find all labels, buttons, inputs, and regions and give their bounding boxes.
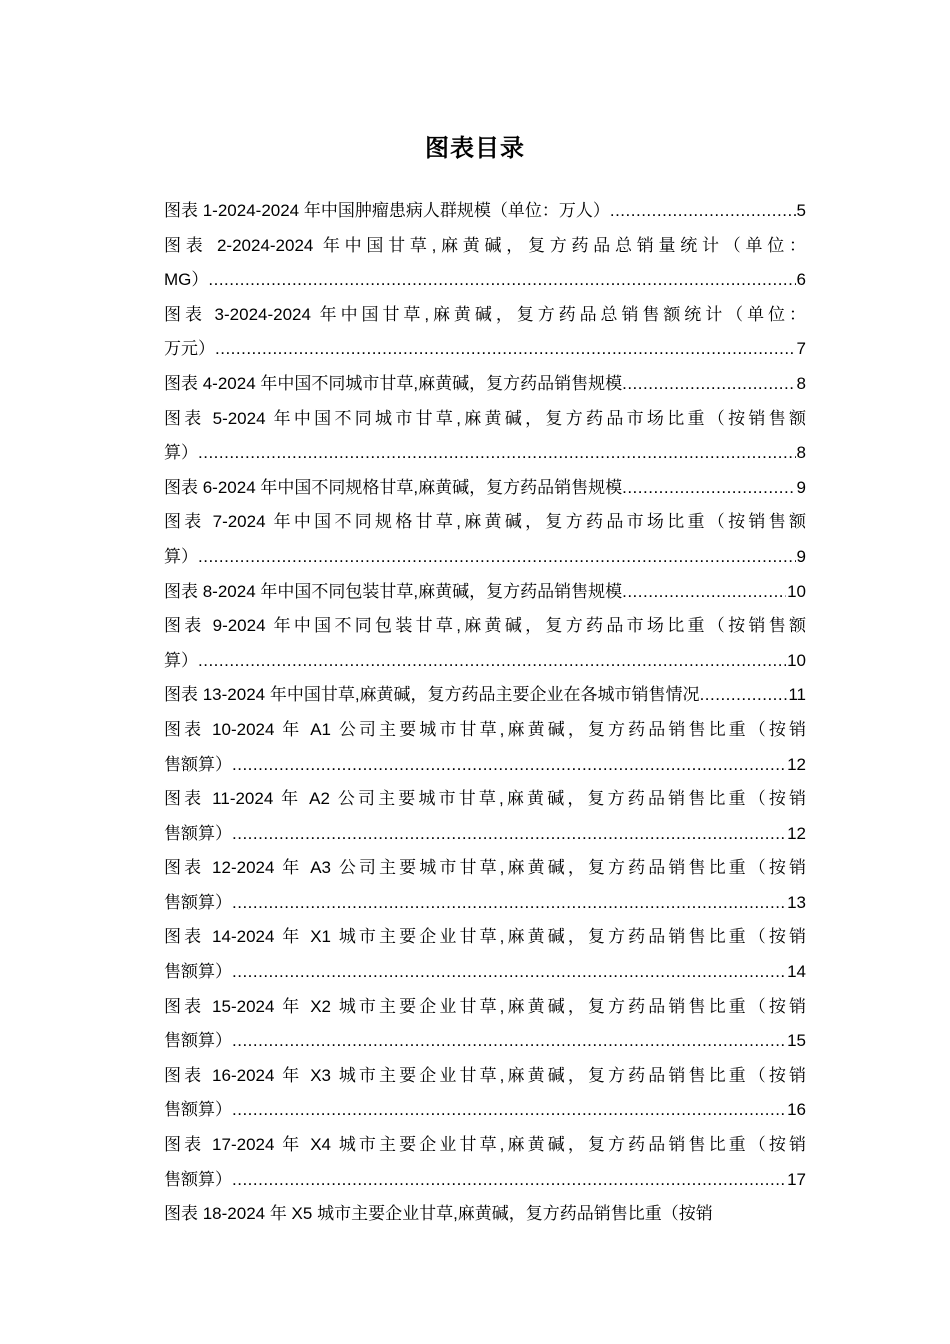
toc-leader-dots xyxy=(198,644,786,679)
toc-leader-dots xyxy=(232,886,786,921)
toc-entry-text: 图表 6-2024 年中国不同规格甘草,麻黄碱，复方药品销售规模 xyxy=(164,477,623,497)
toc-leader-dots xyxy=(622,575,786,610)
toc-entry-line[interactable] xyxy=(164,1163,806,1198)
toc-page-number: 17 xyxy=(787,1169,806,1189)
toc-page-number: 7 xyxy=(796,339,806,359)
toc-entry-text: 售额算） xyxy=(164,1169,232,1189)
toc-leader-dots xyxy=(198,540,796,575)
toc-entry-line[interactable] xyxy=(164,436,806,471)
toc-page-number: 10 xyxy=(787,650,806,670)
toc-page-number: 10 xyxy=(787,581,806,601)
toc-page-number: 8 xyxy=(796,373,806,393)
toc-entry-line[interactable] xyxy=(164,886,806,921)
page-title: 图表目录 xyxy=(425,135,525,162)
toc-entry-line xyxy=(164,298,806,333)
toc-leader-dots xyxy=(622,471,795,506)
toc-entry-line[interactable] xyxy=(164,817,806,852)
toc-leader-dots xyxy=(232,1024,786,1059)
toc-entry-text: 图表 17-2024 年 X4 城市主要企业甘草,麻黄碱，复方药品销售比重（按销 xyxy=(164,1135,806,1155)
toc-page-number: 12 xyxy=(787,754,806,774)
toc-entry-line xyxy=(164,1059,806,1094)
toc-entry-line xyxy=(164,1128,806,1163)
toc-entry-line[interactable] xyxy=(164,367,806,402)
toc-entry-text: 图表 1-2024-2024 年中国肿瘤患病人群规模（单位：万人） xyxy=(164,201,610,220)
toc-page-number: 9 xyxy=(796,477,806,497)
toc-entry-text: 售额算） xyxy=(164,962,232,982)
toc-entry-line[interactable] xyxy=(164,748,806,783)
toc-entry-text: 算） xyxy=(164,546,198,566)
toc-entry-line[interactable] xyxy=(164,575,806,610)
toc-entry-text: 万元） xyxy=(164,339,215,359)
toc-page-number: 14 xyxy=(787,962,806,982)
toc-entry-line[interactable] xyxy=(164,332,806,367)
toc-entry-text: 图表 14-2024 年 X1 城市主要企业甘草,麻黄碱，复方药品销售比重（按销 xyxy=(164,927,806,947)
toc-entry-line xyxy=(164,851,806,886)
toc-page-number: 8 xyxy=(796,443,806,463)
toc-entry-line[interactable] xyxy=(164,955,806,990)
toc-entry-line xyxy=(164,229,806,264)
toc-entry-line[interactable] xyxy=(164,1024,806,1059)
table-of-figures xyxy=(164,194,806,1232)
toc-page-number: 13 xyxy=(787,892,806,912)
toc-leader-dots xyxy=(232,1163,786,1198)
toc-leader-dots xyxy=(232,955,786,990)
toc-leader-dots xyxy=(215,332,796,367)
toc-entry-line xyxy=(164,920,806,955)
toc-leader-dots xyxy=(622,367,795,402)
toc-entry-text: 图表 16-2024 年 X3 城市主要企业甘草,麻黄碱，复方药品销售比重（按销 xyxy=(164,1065,806,1085)
toc-entry-line[interactable] xyxy=(164,644,806,679)
toc-entry-line[interactable] xyxy=(164,263,806,298)
toc-leader-dots xyxy=(208,263,795,298)
toc-entry-text: 售额算） xyxy=(164,1031,232,1051)
toc-entry-text: 售额算） xyxy=(164,754,232,774)
toc-entry-text: 图表 12-2024 年 A3 公司主要城市甘草,麻黄碱，复方药品销售比重（按销 xyxy=(164,858,806,878)
toc-page-number: 16 xyxy=(787,1100,806,1120)
toc-entry-line xyxy=(164,402,806,437)
toc-entry-text: 图表 3-2024-2024 年中国甘草,麻黄碱，复方药品总销售额统计（单位： xyxy=(164,304,806,324)
toc-page-number: 12 xyxy=(787,823,806,843)
toc-entry-line[interactable] xyxy=(164,471,806,506)
toc-entry-text: 图表 10-2024 年 A1 公司主要城市甘草,麻黄碱，复方药品销售比重（按销 xyxy=(164,719,806,739)
toc-entry-text: 售额算） xyxy=(164,823,232,843)
toc-entry-line[interactable] xyxy=(164,540,806,575)
toc-entry-line[interactable] xyxy=(164,678,806,713)
toc-entry-line xyxy=(164,505,806,540)
toc-entry-text: 图表 8-2024 年中国不同包装甘草,麻黄碱，复方药品销售规模 xyxy=(164,581,623,601)
toc-entry-text: 图表 18-2024 年 X5 城市主要企业甘草,麻黄碱，复方药品销售比重（按销 xyxy=(164,1204,713,1224)
toc-entry-line xyxy=(164,1197,806,1232)
toc-entry-text: 图表 13-2024 年中国甘草,麻黄碱，复方药品主要企业在各城市销售情况 xyxy=(164,685,700,705)
toc-leader-dots xyxy=(232,817,786,852)
toc-leader-dots xyxy=(232,1093,786,1128)
toc-page-number: 11 xyxy=(788,685,806,705)
toc-leader-dots xyxy=(610,194,796,229)
toc-entry-line xyxy=(164,609,806,644)
toc-leader-dots xyxy=(198,436,796,471)
toc-leader-dots xyxy=(700,678,788,713)
toc-entry-text: 算） xyxy=(164,443,198,463)
toc-entry-line[interactable] xyxy=(164,194,806,229)
toc-entry-text: 算） xyxy=(164,650,198,670)
toc-page-number: 15 xyxy=(787,1031,806,1051)
toc-entry-text: 图表 9-2024 年中国不同包装甘草,麻黄碱，复方药品市场比重（按销售额 xyxy=(164,616,806,636)
toc-page-number: 6 xyxy=(796,270,806,290)
toc-entry-text: 图表 4-2024 年中国不同城市甘草,麻黄碱，复方药品销售规模 xyxy=(164,373,623,393)
toc-page-number: 9 xyxy=(796,546,806,566)
toc-entry-text: 图表 2-2024-2024 年中国甘草,麻黄碱，复方药品总销量统计（单位： xyxy=(164,235,806,255)
toc-entry-line xyxy=(164,990,806,1025)
toc-entry-line xyxy=(164,713,806,748)
toc-entry-text: 图表 7-2024 年中国不同规格甘草,麻黄碱，复方药品市场比重（按销售额 xyxy=(164,512,806,532)
toc-entry-text: 售额算） xyxy=(164,892,232,912)
toc-entry-text: 图表 5-2024 年中国不同城市甘草,麻黄碱，复方药品市场比重（按销售额 xyxy=(164,408,806,428)
toc-entry-text: 售额算） xyxy=(164,1100,232,1120)
toc-entry-line[interactable] xyxy=(164,1093,806,1128)
toc-leader-dots xyxy=(232,748,786,783)
toc-entry-text: 图表 15-2024 年 X2 城市主要企业甘草,麻黄碱，复方药品销售比重（按销 xyxy=(164,996,806,1016)
toc-entry-text: MG） xyxy=(164,270,209,290)
toc-page-number: 5 xyxy=(796,201,806,220)
toc-entry-text: 图表 11-2024 年 A2 公司主要城市甘草,麻黄碱，复方药品销售比重（按销 xyxy=(164,789,806,809)
toc-entry-line xyxy=(164,782,806,817)
